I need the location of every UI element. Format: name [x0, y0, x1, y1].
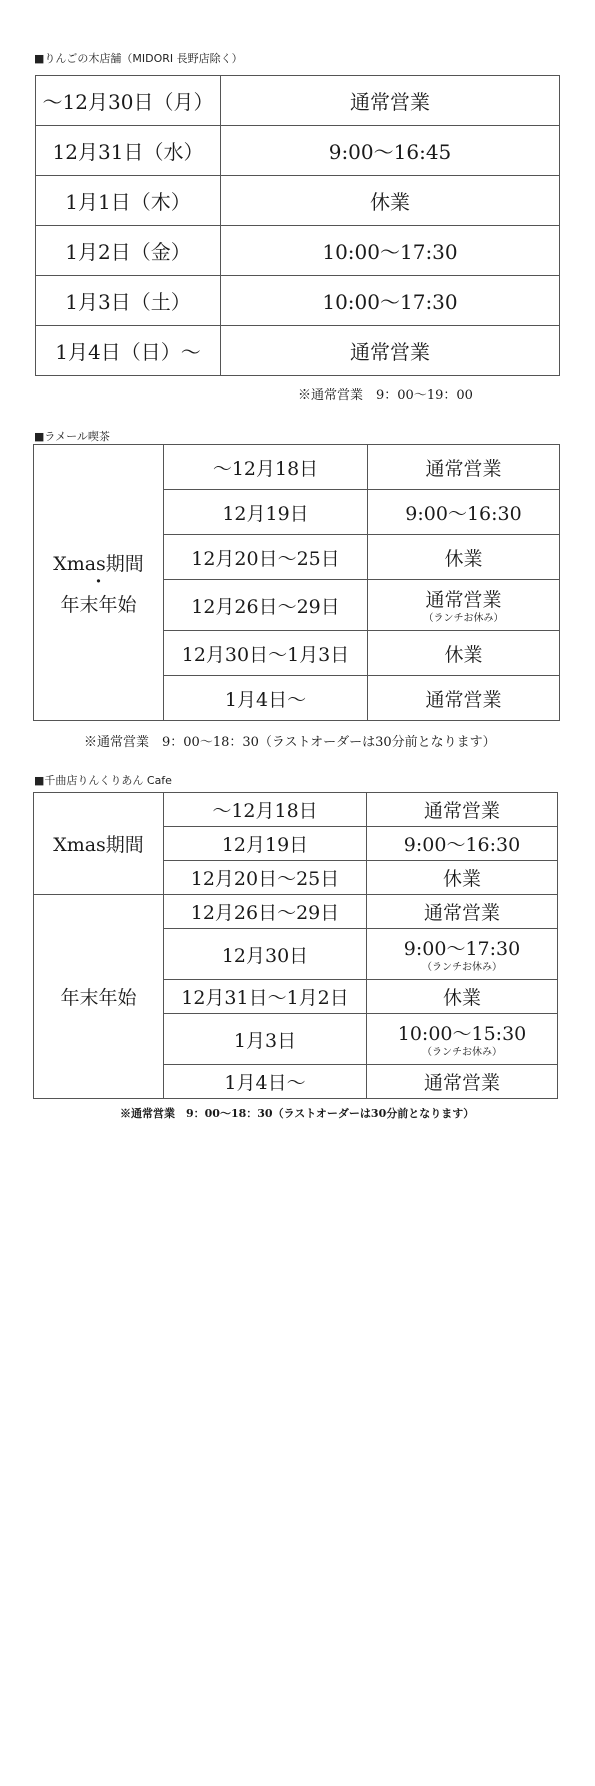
date-cell: 12月19日	[164, 490, 368, 535]
section-1-heading: ■りんごの木店舗（MIDORI 長野店除く）	[34, 52, 243, 65]
hours-cell	[367, 1014, 558, 1065]
date-cell: 12月26日〜29日	[164, 895, 367, 929]
date-cell: 1月1日（木）	[36, 176, 221, 226]
hours-cell: 通常営業	[221, 326, 560, 376]
section-2-heading: ■ラメール喫茶	[34, 430, 110, 443]
section-2-hours-table	[33, 444, 560, 721]
lunch-closed-note: （ランチお休み）	[422, 1046, 502, 1058]
date-cell: 12月20日〜25日	[164, 861, 367, 895]
table-row	[34, 793, 558, 827]
date-cell: 12月19日	[164, 827, 367, 861]
period-label-xmas: Xmas期間	[53, 552, 144, 575]
hours-cell: 9:00〜16:30	[367, 827, 558, 861]
date-cell: 〜12月30日（月）	[36, 76, 221, 126]
section-3-heading: ■千曲店りんくりあん Cafe	[34, 774, 172, 787]
hours-cell: 通常営業	[367, 895, 558, 929]
hours-cell: 10:00〜17:30	[221, 226, 560, 276]
hours-cell: 休業	[367, 980, 558, 1014]
date-cell: 12月26日〜29日	[164, 580, 368, 631]
date-cell: 12月31日（水）	[36, 126, 221, 176]
hours-text: 通常営業	[425, 588, 502, 611]
hours-cell: 通常営業	[368, 676, 560, 721]
lunch-closed-note: （ランチお休み）	[422, 961, 502, 973]
date-cell: 1月3日	[164, 1014, 367, 1065]
table-row	[34, 895, 558, 929]
hours-cell: 休業	[367, 861, 558, 895]
table-row	[36, 276, 560, 326]
hours-cell: 9:00〜16:45	[221, 126, 560, 176]
date-cell: 12月30日	[164, 929, 367, 980]
hours-cell: 通常営業	[367, 793, 558, 827]
period-separator-dot: ・	[89, 571, 108, 593]
date-cell: 1月4日〜	[164, 1065, 367, 1099]
hours-cell: 9:00〜16:30	[368, 490, 560, 535]
date-cell: 〜12月18日	[164, 793, 367, 827]
date-cell: 〜12月18日	[164, 445, 368, 490]
date-cell: 1月4日〜	[164, 676, 368, 721]
hours-cell	[367, 929, 558, 980]
section-2-note: ※通常営業 9：00〜18：30（ラストオーダーは30分前となります）	[84, 735, 496, 750]
section-3-note: ※通常営業 9：00〜18：30（ラストオーダーは30分前となります）	[120, 1107, 475, 1120]
date-cell: 12月20日〜25日	[164, 535, 368, 580]
table-row	[34, 445, 560, 490]
table-row	[36, 176, 560, 226]
hours-text: 10:00〜15:30	[397, 1022, 527, 1045]
hours-cell	[368, 580, 560, 631]
section-1-note: ※通常営業 9：00〜19：00	[298, 388, 473, 403]
table-row	[36, 226, 560, 276]
period-cell	[34, 445, 164, 721]
date-cell: 1月2日（金）	[36, 226, 221, 276]
hours-cell: 休業	[368, 631, 560, 676]
hours-text: 9:00〜17:30	[403, 937, 521, 960]
hours-cell: 10:00〜17:30	[221, 276, 560, 326]
hours-cell: 通常営業	[221, 76, 560, 126]
section-3-hours-table	[33, 792, 558, 1099]
table-row	[36, 126, 560, 176]
date-cell: 1月3日（土）	[36, 276, 221, 326]
hours-cell: 休業	[221, 176, 560, 226]
table-row	[36, 326, 560, 376]
table-row	[36, 76, 560, 126]
hours-cell: 休業	[368, 535, 560, 580]
hours-cell: 通常営業	[367, 1065, 558, 1099]
lunch-closed-note: （ランチお休み）	[423, 612, 504, 624]
period-cell-xmas: Xmas期間	[34, 793, 164, 895]
period-cell-newyear: 年末年始	[34, 895, 164, 1099]
date-cell: 1月4日（日）〜	[36, 326, 221, 376]
date-cell: 12月31日〜1月2日	[164, 980, 367, 1014]
section-1-hours-table	[35, 75, 560, 376]
period-label-newyear: 年末年始	[60, 593, 137, 616]
hours-cell: 通常営業	[368, 445, 560, 490]
date-cell: 12月30日〜1月3日	[164, 631, 368, 676]
